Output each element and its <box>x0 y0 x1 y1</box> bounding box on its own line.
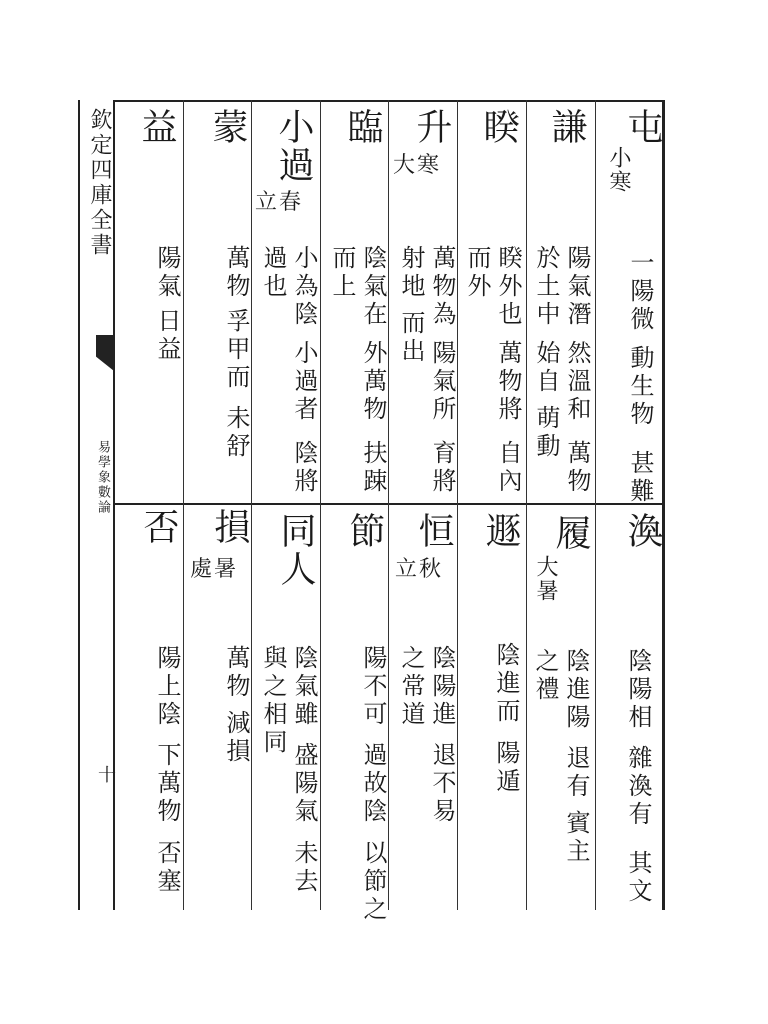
hexagram-name: 損 <box>209 508 250 546</box>
commentary-line: 小為陰 <box>290 245 318 329</box>
commentary-line: 未去 <box>290 840 318 896</box>
hexagram-name: 恒 <box>413 512 454 550</box>
commentary-line: 外萬物 <box>359 340 387 424</box>
commentary-line: 之常道 <box>397 645 425 729</box>
commentary-line: 陰進而 <box>492 642 520 726</box>
hexagram-name: 渙 <box>622 512 663 550</box>
hexagram-name: 履 <box>550 514 591 552</box>
commentary-line: 陰氣在 <box>359 245 387 329</box>
commentary-line: 射地 <box>397 245 425 301</box>
commentary-line: 賓主 <box>562 810 590 866</box>
commentary-line: 動生物 <box>626 345 654 429</box>
commentary-line: 睽外也 <box>494 245 522 329</box>
commentary-line: 盛陽氣 <box>290 742 318 826</box>
commentary-line: 陽上陰 <box>153 645 181 729</box>
commentary-line: 萬物為 <box>428 245 456 329</box>
page-number: 十 <box>95 765 116 785</box>
commentary-line: 未舒 <box>222 405 250 461</box>
hexagram-name: 升 <box>411 108 452 146</box>
commentary-line: 陰將 <box>290 440 318 496</box>
commentary-line: 而上 <box>328 245 356 301</box>
commentary-line: 陰陽相 <box>624 648 652 732</box>
commentary-line: 過也 <box>259 245 287 301</box>
column-rule <box>526 100 527 910</box>
season-label: 處暑 <box>190 557 239 582</box>
hexagram-name: 遯 <box>480 512 521 550</box>
commentary-line: 陰進陽 <box>562 648 590 732</box>
commentary-line: 萬物將 <box>494 340 522 424</box>
column-rule <box>388 100 389 910</box>
column-rule <box>251 100 252 910</box>
commentary-line: 陽氣潛 <box>563 245 591 329</box>
commentary-line: 退有 <box>562 745 590 801</box>
commentary-line: 小過者 <box>290 340 318 424</box>
commentary-line: 陰陽進 <box>428 645 456 729</box>
hexagram-name: 否 <box>138 508 179 546</box>
commentary-line: 陽不可 <box>359 645 387 729</box>
commentary-line: 減損 <box>222 710 250 766</box>
commentary-line: 於土中 <box>532 245 560 329</box>
commentary-line: 以節之 <box>359 840 387 924</box>
column-rule <box>183 100 184 910</box>
commentary-line: 萬物 <box>222 645 250 701</box>
hexagram-name: 小過 <box>273 108 314 184</box>
hexagram-name: 節 <box>344 512 385 550</box>
commentary-line: 過故陰 <box>359 742 387 826</box>
commentary-line: 而出 <box>397 310 425 366</box>
commentary-line: 陽氣 <box>153 245 181 301</box>
commentary-line: 其文 <box>624 850 652 906</box>
commentary-line: 扶踈 <box>359 440 387 496</box>
commentary-line: 下萬物 <box>153 742 181 826</box>
book-title: 欽定四庫全書 <box>87 108 112 258</box>
commentary-line: 一陽微 <box>626 250 654 334</box>
commentary-line: 陽氣所 <box>428 340 456 424</box>
hexagram-name: 蒙 <box>207 108 248 146</box>
commentary-line: 萌動 <box>532 405 560 461</box>
commentary-line: 自內 <box>494 440 522 496</box>
hexagram-name: 益 <box>136 108 177 146</box>
column-rule <box>320 100 321 910</box>
commentary-line: 孚甲而 <box>222 308 250 392</box>
column-rule <box>457 100 458 910</box>
season-label: 小寒 <box>606 146 631 194</box>
hexagram-name: 同人 <box>275 512 316 588</box>
season-label: 大暑 <box>533 555 558 603</box>
commentary-line: 始自 <box>532 340 560 396</box>
row-divider <box>113 503 665 505</box>
season-label: 立秋 <box>395 557 444 582</box>
commentary-line: 然溫和 <box>563 340 591 424</box>
commentary-line: 甚難 <box>626 450 654 506</box>
commentary-line: 而外 <box>463 245 491 301</box>
season-label: 大寒 <box>393 153 442 178</box>
commentary-line: 育將 <box>428 440 456 496</box>
season-label: 立春 <box>255 190 304 215</box>
column-rule <box>595 100 596 910</box>
hexagram-name: 睽 <box>478 108 519 146</box>
commentary-line: 陽遁 <box>492 740 520 796</box>
commentary-line: 日益 <box>153 308 181 364</box>
commentary-line: 退不易 <box>428 742 456 826</box>
commentary-line: 萬物 <box>222 245 250 301</box>
commentary-line: 雜渙有 <box>624 745 652 829</box>
commentary-line: 之禮 <box>531 648 559 704</box>
commentary-line: 萬物 <box>563 440 591 496</box>
commentary-line: 陰氣雖 <box>290 645 318 729</box>
hexagram-name: 謙 <box>546 108 587 146</box>
commentary-line: 否塞 <box>153 840 181 896</box>
hexagram-name: 屯 <box>622 108 663 146</box>
commentary-line: 與之相同 <box>259 645 287 757</box>
section-title: 易學象數論 <box>95 440 110 515</box>
hexagram-name: 臨 <box>342 108 383 146</box>
